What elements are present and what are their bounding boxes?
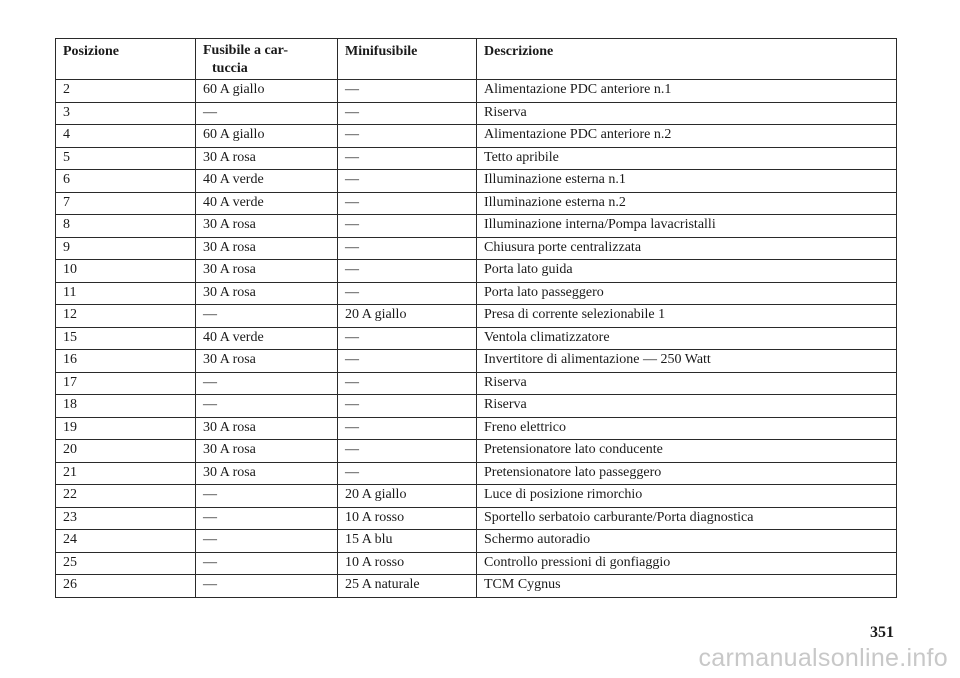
table-row <box>56 260 897 283</box>
table-row <box>56 350 897 373</box>
cell-descrizione: Presa di corrente selezionabile 1 <box>477 305 897 328</box>
cell-descrizione: Freno elettrico <box>477 417 897 440</box>
cell-posizione: 11 <box>56 282 196 305</box>
cell-minifusibile: — <box>338 215 477 238</box>
cell-descrizione: Riserva <box>477 395 897 418</box>
cell-descrizione: Chiusura porte centralizzata <box>477 237 897 260</box>
table-row <box>56 215 897 238</box>
header-minifusibile: Minifusibile <box>338 39 477 80</box>
cell-posizione: 15 <box>56 327 196 350</box>
cell-minifusibile: 10 A rosso <box>338 552 477 575</box>
cell-fusibile-cartuccia: 30 A rosa <box>196 147 338 170</box>
cell-fusibile-cartuccia: — <box>196 395 338 418</box>
cell-fusibile-cartuccia: 60 A giallo <box>196 80 338 103</box>
cell-descrizione: Controllo pressioni di gonfiaggio <box>477 552 897 575</box>
header-fusibile-a-cartuccia <box>196 39 338 80</box>
cell-fusibile-cartuccia: — <box>196 372 338 395</box>
cell-posizione: 4 <box>56 125 196 148</box>
cell-posizione: 8 <box>56 215 196 238</box>
cell-minifusibile: — <box>338 372 477 395</box>
header-posizione: Posizione <box>56 39 196 80</box>
cell-descrizione: Porta lato guida <box>477 260 897 283</box>
cell-posizione: 18 <box>56 395 196 418</box>
cell-minifusibile: 20 A giallo <box>338 485 477 508</box>
cell-fusibile-cartuccia: — <box>196 305 338 328</box>
cell-descrizione: Invertitore di alimentazione — 250 Watt <box>477 350 897 373</box>
cell-minifusibile: — <box>338 170 477 193</box>
cell-descrizione: Ventola climatizzatore <box>477 327 897 350</box>
cell-descrizione: Riserva <box>477 102 897 125</box>
cell-fusibile-cartuccia: 30 A rosa <box>196 350 338 373</box>
cell-descrizione: Porta lato passeggero <box>477 282 897 305</box>
cell-posizione: 20 <box>56 440 196 463</box>
table-row <box>56 552 897 575</box>
cell-minifusibile: 10 A rosso <box>338 507 477 530</box>
cell-fusibile-cartuccia: — <box>196 552 338 575</box>
cell-minifusibile: — <box>338 327 477 350</box>
table-row <box>56 507 897 530</box>
cell-descrizione: Pretensionatore lato passeggero <box>477 462 897 485</box>
cell-posizione: 7 <box>56 192 196 215</box>
table-row <box>56 485 897 508</box>
cell-descrizione: Schermo autoradio <box>477 530 897 553</box>
table-row <box>56 102 897 125</box>
cell-fusibile-cartuccia: 30 A rosa <box>196 237 338 260</box>
table-row <box>56 125 897 148</box>
cell-posizione: 2 <box>56 80 196 103</box>
cell-fusibile-cartuccia: 30 A rosa <box>196 417 338 440</box>
fuse-table <box>55 38 897 598</box>
cell-fusibile-cartuccia: 30 A rosa <box>196 462 338 485</box>
cell-posizione: 21 <box>56 462 196 485</box>
table-body <box>56 80 897 598</box>
table-row <box>56 575 897 598</box>
table-row <box>56 462 897 485</box>
cell-fusibile-cartuccia: 40 A verde <box>196 192 338 215</box>
cell-fusibile-cartuccia: — <box>196 575 338 598</box>
cell-descrizione: Illuminazione esterna n.1 <box>477 170 897 193</box>
table-row <box>56 530 897 553</box>
cell-minifusibile: — <box>338 395 477 418</box>
cell-posizione: 25 <box>56 552 196 575</box>
cell-descrizione: Alimentazione PDC anteriore n.2 <box>477 125 897 148</box>
table-row <box>56 237 897 260</box>
cell-minifusibile: 15 A blu <box>338 530 477 553</box>
table-row <box>56 282 897 305</box>
cell-fusibile-cartuccia: 30 A rosa <box>196 215 338 238</box>
cell-posizione: 23 <box>56 507 196 530</box>
cell-descrizione: Illuminazione interna/Pompa lavacristalli <box>477 215 897 238</box>
table-row <box>56 305 897 328</box>
cell-minifusibile: — <box>338 102 477 125</box>
cell-minifusibile: — <box>338 440 477 463</box>
table-row <box>56 372 897 395</box>
cell-fusibile-cartuccia: 30 A rosa <box>196 260 338 283</box>
cell-descrizione: Pretensionatore lato conducente <box>477 440 897 463</box>
cell-posizione: 5 <box>56 147 196 170</box>
cell-fusibile-cartuccia: 30 A rosa <box>196 282 338 305</box>
cell-fusibile-cartuccia: — <box>196 530 338 553</box>
cell-descrizione: TCM Cygnus <box>477 575 897 598</box>
table-row <box>56 192 897 215</box>
cell-fusibile-cartuccia: 60 A giallo <box>196 125 338 148</box>
table-row <box>56 395 897 418</box>
cell-posizione: 3 <box>56 102 196 125</box>
table-header-row <box>56 39 897 80</box>
table-row <box>56 417 897 440</box>
table-row <box>56 170 897 193</box>
cell-minifusibile: — <box>338 192 477 215</box>
cell-minifusibile: — <box>338 417 477 440</box>
cell-posizione: 16 <box>56 350 196 373</box>
cell-minifusibile: — <box>338 237 477 260</box>
table-row <box>56 327 897 350</box>
cell-descrizione: Sportello serbatoio carburante/Porta diagnostica <box>477 507 897 530</box>
header-fusibile-line1: Fusibile a car- <box>203 43 289 58</box>
cell-posizione: 9 <box>56 237 196 260</box>
cell-descrizione: Luce di posizione rimorchio <box>477 485 897 508</box>
cell-posizione: 19 <box>56 417 196 440</box>
cell-posizione: 17 <box>56 372 196 395</box>
cell-minifusibile: 25 A naturale <box>338 575 477 598</box>
cell-fusibile-cartuccia: 40 A verde <box>196 170 338 193</box>
cell-minifusibile: — <box>338 462 477 485</box>
cell-minifusibile: — <box>338 282 477 305</box>
cell-descrizione: Tetto apribile <box>477 147 897 170</box>
cell-minifusibile: — <box>338 125 477 148</box>
cell-posizione: 10 <box>56 260 196 283</box>
header-fusibile-line2: tuccia <box>212 61 248 76</box>
cell-posizione: 26 <box>56 575 196 598</box>
cell-descrizione: Alimentazione PDC anteriore n.1 <box>477 80 897 103</box>
cell-fusibile-cartuccia: — <box>196 485 338 508</box>
cell-posizione: 6 <box>56 170 196 193</box>
cell-posizione: 12 <box>56 305 196 328</box>
cell-descrizione: Illuminazione esterna n.2 <box>477 192 897 215</box>
cell-posizione: 24 <box>56 530 196 553</box>
cell-minifusibile: 20 A giallo <box>338 305 477 328</box>
cell-fusibile-cartuccia: 30 A rosa <box>196 440 338 463</box>
table-row <box>56 440 897 463</box>
cell-minifusibile: — <box>338 260 477 283</box>
table-row <box>56 147 897 170</box>
cell-posizione: 22 <box>56 485 196 508</box>
header-descrizione: Descrizione <box>477 39 897 80</box>
table-row <box>56 80 897 103</box>
cell-fusibile-cartuccia: — <box>196 102 338 125</box>
cell-minifusibile: — <box>338 147 477 170</box>
cell-minifusibile: — <box>338 80 477 103</box>
cell-descrizione: Riserva <box>477 372 897 395</box>
cell-minifusibile: — <box>338 350 477 373</box>
page-number: 351 <box>870 624 894 641</box>
watermark-logo: carmanualsonline.info <box>698 644 948 672</box>
cell-fusibile-cartuccia: — <box>196 507 338 530</box>
cell-fusibile-cartuccia: 40 A verde <box>196 327 338 350</box>
